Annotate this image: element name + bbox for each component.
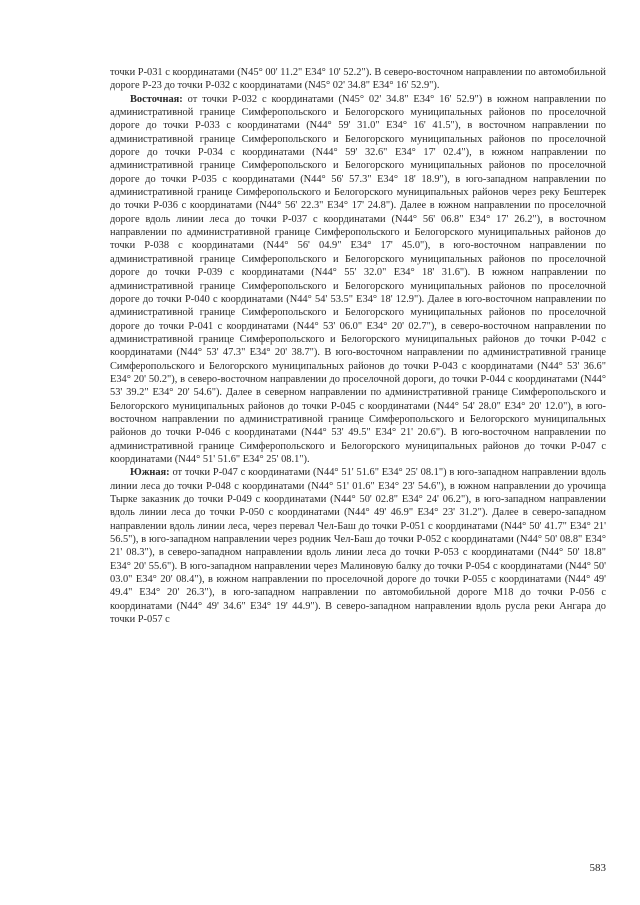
section-south-paragraph <box>110 466 606 626</box>
page-number: 583 <box>589 862 606 874</box>
section-heading-east: Восточная: <box>130 93 183 105</box>
section-heading-south: Южная: <box>130 467 170 479</box>
intro-paragraph: точки Р-031 с координатами (N45° 00' 11.2" E34° 10' 52.2"). В северо-восточном направлении по автомобильной дороге Р-23 до точки Р-032 с координатами (N45° 02' 34.8" E34° 16' 52.9"). <box>110 67 606 92</box>
section-east-paragraph <box>110 93 606 467</box>
section-text-south: от точки Р-047 с координатами (N44° 51' 51.6" E34° 25' 08.1") в юго-западном направлении вдоль линии леса до точки Р-048 с координатами (N44° 51' 01.6" E34° 23' 54.6"), в южном направлении до урочища Тырке заказник до точки Р-049 с координатами (N44° 50' 02.8" E34° 24' 06.2"), в юго-западном направлении вдоль линии леса до точки Р-050 с координатами (N44° 49' 46.9" E34° 23' 31.2"). Далее в северо-западном направлении вдоль линии леса, через перевал Чел-Баш до точки Р-051 с координатами (N44° 50' 41.7" E34° 21' 56.5"), в юго-западном направлении через родник Чел-Баш до точки Р-052 с координатами (N44° 50' 08.8" E34° 21' 08.3"), в северо-западном направлении вдоль линии леса до точки Р-053 с координатами (N44° 50' 18.8" E34° 20' 55.6"). В юго-западном направлении через Малиновую балку до точки Р-054 с координатами (N44° 50' 03.0" E34° 20' 08.4"), в южном направлении по проселочной дороге до точки Р-055 с координатами (N44° 49' 49.4" E34° 20' 26.3"), в юго-западном направлении по автомобильной дороге М18 до точки Р-056 с координатами (N44° 49' 34.6" E34° 19' 44.9"). В северо-западном направлении вдоль русла реки Ангара до точки Р-057 с <box>110 467 606 626</box>
section-text-east: от точки Р-032 с координатами (N45° 02' 34.8" E34° 16' 52.9") в южном направлении по административной границе Симферопольского и Белогорского муниципальных районов по проселочной дороге до точки Р-033 с координатами (N44° 59' 31.0" E34° 16' 41.5"), в восточном направлении по административной границе Симферопольского и Белогорского муниципальных районов по проселочной дороге до точки Р-034 с координатами (N44° 59' 32.6" E34° 17' 02.4"), в южном направлении по административной границе Симферопольского и Белогорского муниципальных районов по проселочной дороге до точки Р-035 с координатами (N44° 56' 57.3" E34° 18' 18.9"), в юго-западном направлении по административной границе Симферопольского и Белогорского муниципальных районов через реку Бештерек до точки Р-036 с координатами (N44° 56' 22.3" E34° 17' 24.8"). Далее в южном направлении по проселочной дороге вдоль линии леса до точки Р-037 с координатами (N44° 56' 06.8" E34° 17' 26.2"), в восточном направлении по административной границе Симферопольского и Белогорского муниципальных районов до точки Р-038 с координатами (N44° 56' 04.9" E34° 17' 45.0"), в юго-восточном направлении по административной границе Симферопольского и Белогорского муниципальных районов по проселочной дороге до точки Р-039 с координатами (N44° 55' 32.0" E34° 18' 31.6"). В южном направлении по административной границе Симферопольского и Белогорского муниципальных районов по проселочной дороге до точки Р-040 с координатами (N44° 54' 53.5" E34° 18' 12.9"). Далее в юго-восточном направлении по административной границе Симферопольского и Белогорского муниципальных районов по проселочной дороге до точки Р-041 с координатами (N44° 53' 06.0" E34° 20' 02.7"), в северо-восточном направлении по административной границе Симферопольского и Белогорского муниципальных районов до точки Р-042 с координатами (N44° 53' 47.3" E34° 20' 38.7"). В юго-восточном направлении по административной границе Симферопольского и Белогорского муниципальных районов до точки Р-043 с координатами (N44° 53' 36.6" E34° 20' 50.2"), в северо-восточном направлении до проселочной дороги, до точки Р-044 с координатами (N44° 53' 39.2" E34° 20' 54.6"). Далее в северном направлении по административной границе Симферопольского и Белогорского муниципальных районов до точки Р-045 с координатами (N44° 54' 28.0" E34° 20' 12.0"), в юго-восточном направлении по административной границе Симферопольского и Белогорского муниципальных районов до точки Р-046 с координатами (N44° 53' 49.5" E34° 21' 20.6"). В юго-восточном направлении по административной границе Симферопольского и Белогорского муниципальных районов до точки Р-047 с координатами (N44° 51' 51.6" E34° 25' 08.1"). <box>110 93 606 465</box>
